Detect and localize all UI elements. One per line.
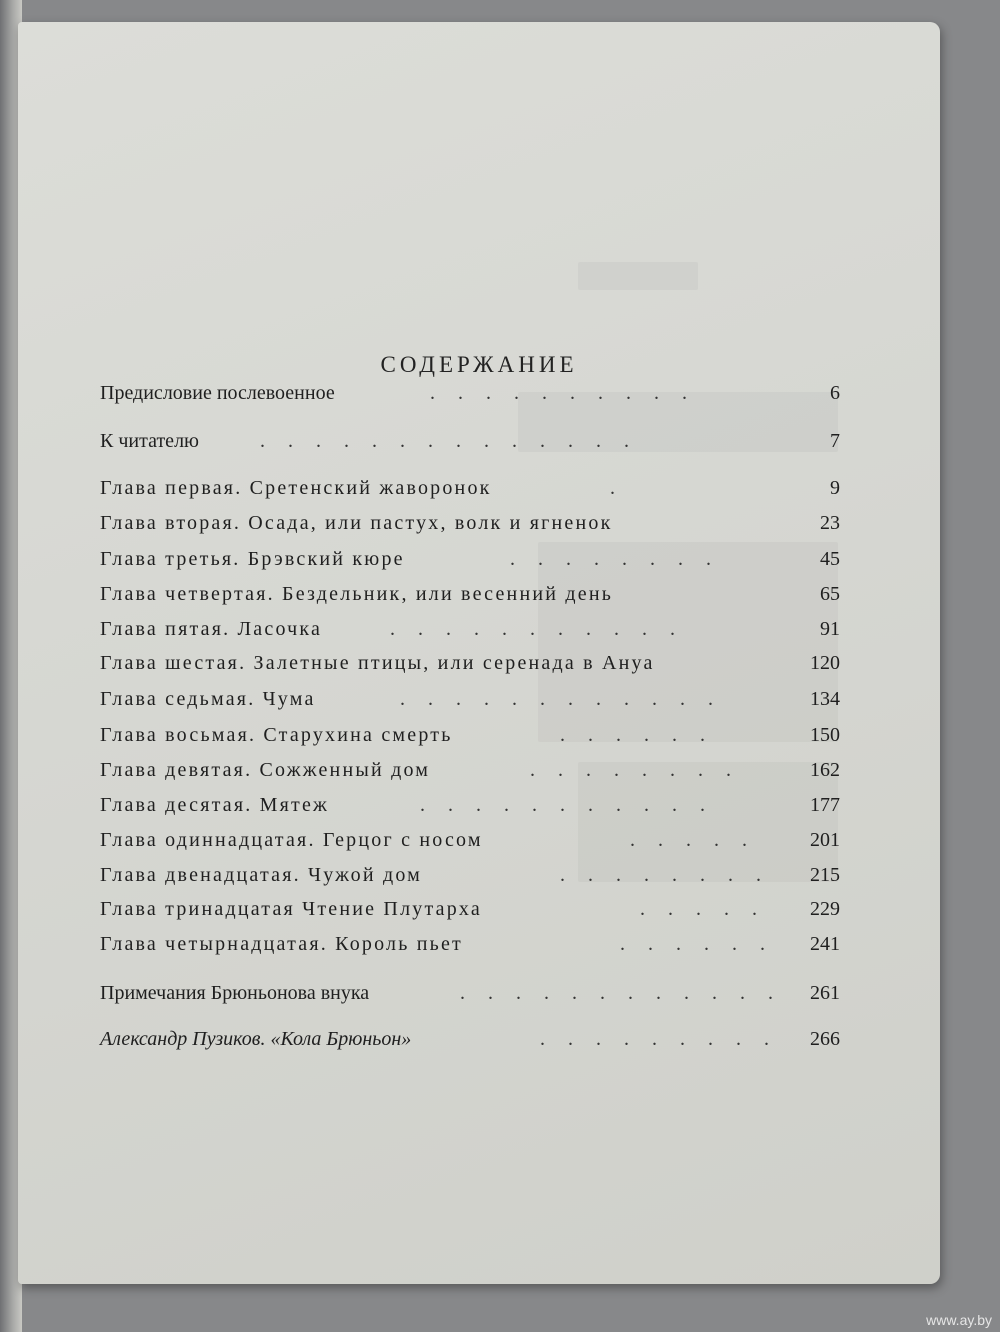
toc-leader-dots: . . . . . . . . . (540, 1028, 778, 1050)
toc-entry-label: Глава девятая. Сожженный дом (100, 759, 431, 781)
toc-entry-label: Примечания Брюньонова внука (100, 982, 370, 1004)
toc-leader-dots: . . . . . . . . (530, 759, 740, 781)
toc-entry (100, 652, 840, 682)
toc-page-number: 215 (810, 864, 840, 886)
toc-entry (100, 759, 840, 789)
toc-entry-label: Александр Пузиков. «Кола Брюньон» (100, 1028, 412, 1050)
toc-page-number: 241 (810, 933, 840, 955)
toc-entry-label: Глава восьмая. Старухина смерть (100, 724, 453, 746)
toc-entry-label: Предисловие послевоенное (100, 382, 335, 404)
toc-page-number: 9 (830, 477, 840, 499)
toc-entry (100, 477, 840, 507)
toc-page-number: 6 (830, 382, 840, 404)
toc-entry (100, 829, 840, 859)
toc-leader-dots: . . . . . (630, 829, 756, 851)
toc-entry-label: Глава десятая. Мятеж (100, 794, 330, 816)
toc-entry (100, 430, 840, 460)
toc-entry (100, 688, 840, 718)
toc-page-number: 134 (810, 688, 840, 710)
toc-entry (100, 512, 840, 542)
toc-entry-label: Глава седьмая. Чума (100, 688, 316, 710)
toc-entry (100, 864, 840, 894)
book-page (18, 22, 940, 1284)
toc-page-number: 65 (820, 583, 840, 605)
toc-entry-label: Глава первая. Сретенский жаворонок (100, 477, 492, 499)
show-through (578, 262, 698, 290)
toc-leader-dots: . (610, 477, 624, 499)
toc-page-number: 23 (820, 512, 840, 534)
toc-entry-label: Глава двенадцатая. Чужой дом (100, 864, 423, 886)
toc-entry-label: Глава пятая. Ласочка (100, 618, 323, 640)
toc-leader-dots: . . . . . . . . . . . . . . (260, 430, 638, 452)
toc-page-number: 150 (810, 724, 840, 746)
toc-entry-label: К читателю (100, 430, 199, 452)
toc-page-number: 229 (810, 898, 840, 920)
toc-entry-label: Глава третья. Брэвский кюре (100, 548, 405, 570)
toc-entry (100, 724, 840, 754)
toc-entry (100, 548, 840, 578)
toc-leader-dots: . . . . . . . . (560, 864, 770, 886)
toc-entry-label: Глава четвертая. Бездельник, или весенний день (100, 583, 614, 605)
toc-entry-label: Глава четырнадцатая. Король пьет (100, 933, 463, 955)
toc-entry (100, 382, 840, 412)
toc-entry-label: Глава вторая. Осада, или пастух, волк и ягненок (100, 512, 613, 534)
toc-entry-label: Глава тринадцатая Чтение Плутарха (100, 898, 482, 920)
toc-leader-dots: . . . . . . . . . . . (390, 618, 684, 640)
toc-entry (100, 933, 840, 963)
toc-leader-dots: . . . . . . . . . . . . (460, 982, 782, 1004)
toc-page-number: 266 (810, 1028, 840, 1050)
toc-leader-dots: . . . . . . (560, 724, 714, 746)
toc-leader-dots: . . . . . (640, 898, 766, 920)
toc-leader-dots: . . . . . . . . . . . (420, 794, 714, 816)
toc-entry (100, 794, 840, 824)
toc-page-number: 120 (810, 652, 840, 674)
watermark: www.ay.by (926, 1312, 992, 1328)
toc-leader-dots: . . . . . . (620, 933, 774, 955)
contents-heading: СОДЕРЖАНИЕ (380, 352, 578, 377)
toc-leader-dots: . . . . . . . . . . . . (400, 688, 722, 710)
toc-entry (100, 618, 840, 648)
toc-page-number: 201 (810, 829, 840, 851)
toc-page-number: 261 (810, 982, 840, 1004)
toc-page-number: 91 (820, 618, 840, 640)
toc-leader-dots: . . . . . . . . (510, 548, 720, 570)
toc-entry-label: Глава одиннадцатая. Герцог с носом (100, 829, 483, 851)
toc-page-number: 7 (830, 430, 840, 452)
toc-page-number: 162 (810, 759, 840, 781)
toc-entry (100, 1028, 840, 1058)
toc-entry (100, 982, 840, 1012)
toc-page-number: 45 (820, 548, 840, 570)
toc-entry (100, 583, 840, 613)
toc-page-number: 177 (810, 794, 840, 816)
toc-entry-label: Глава шестая. Залетные птицы, или серенада в Ануа (100, 652, 655, 674)
toc-leader-dots: . . . . . . . . . . (430, 382, 696, 404)
toc-entry (100, 898, 840, 928)
